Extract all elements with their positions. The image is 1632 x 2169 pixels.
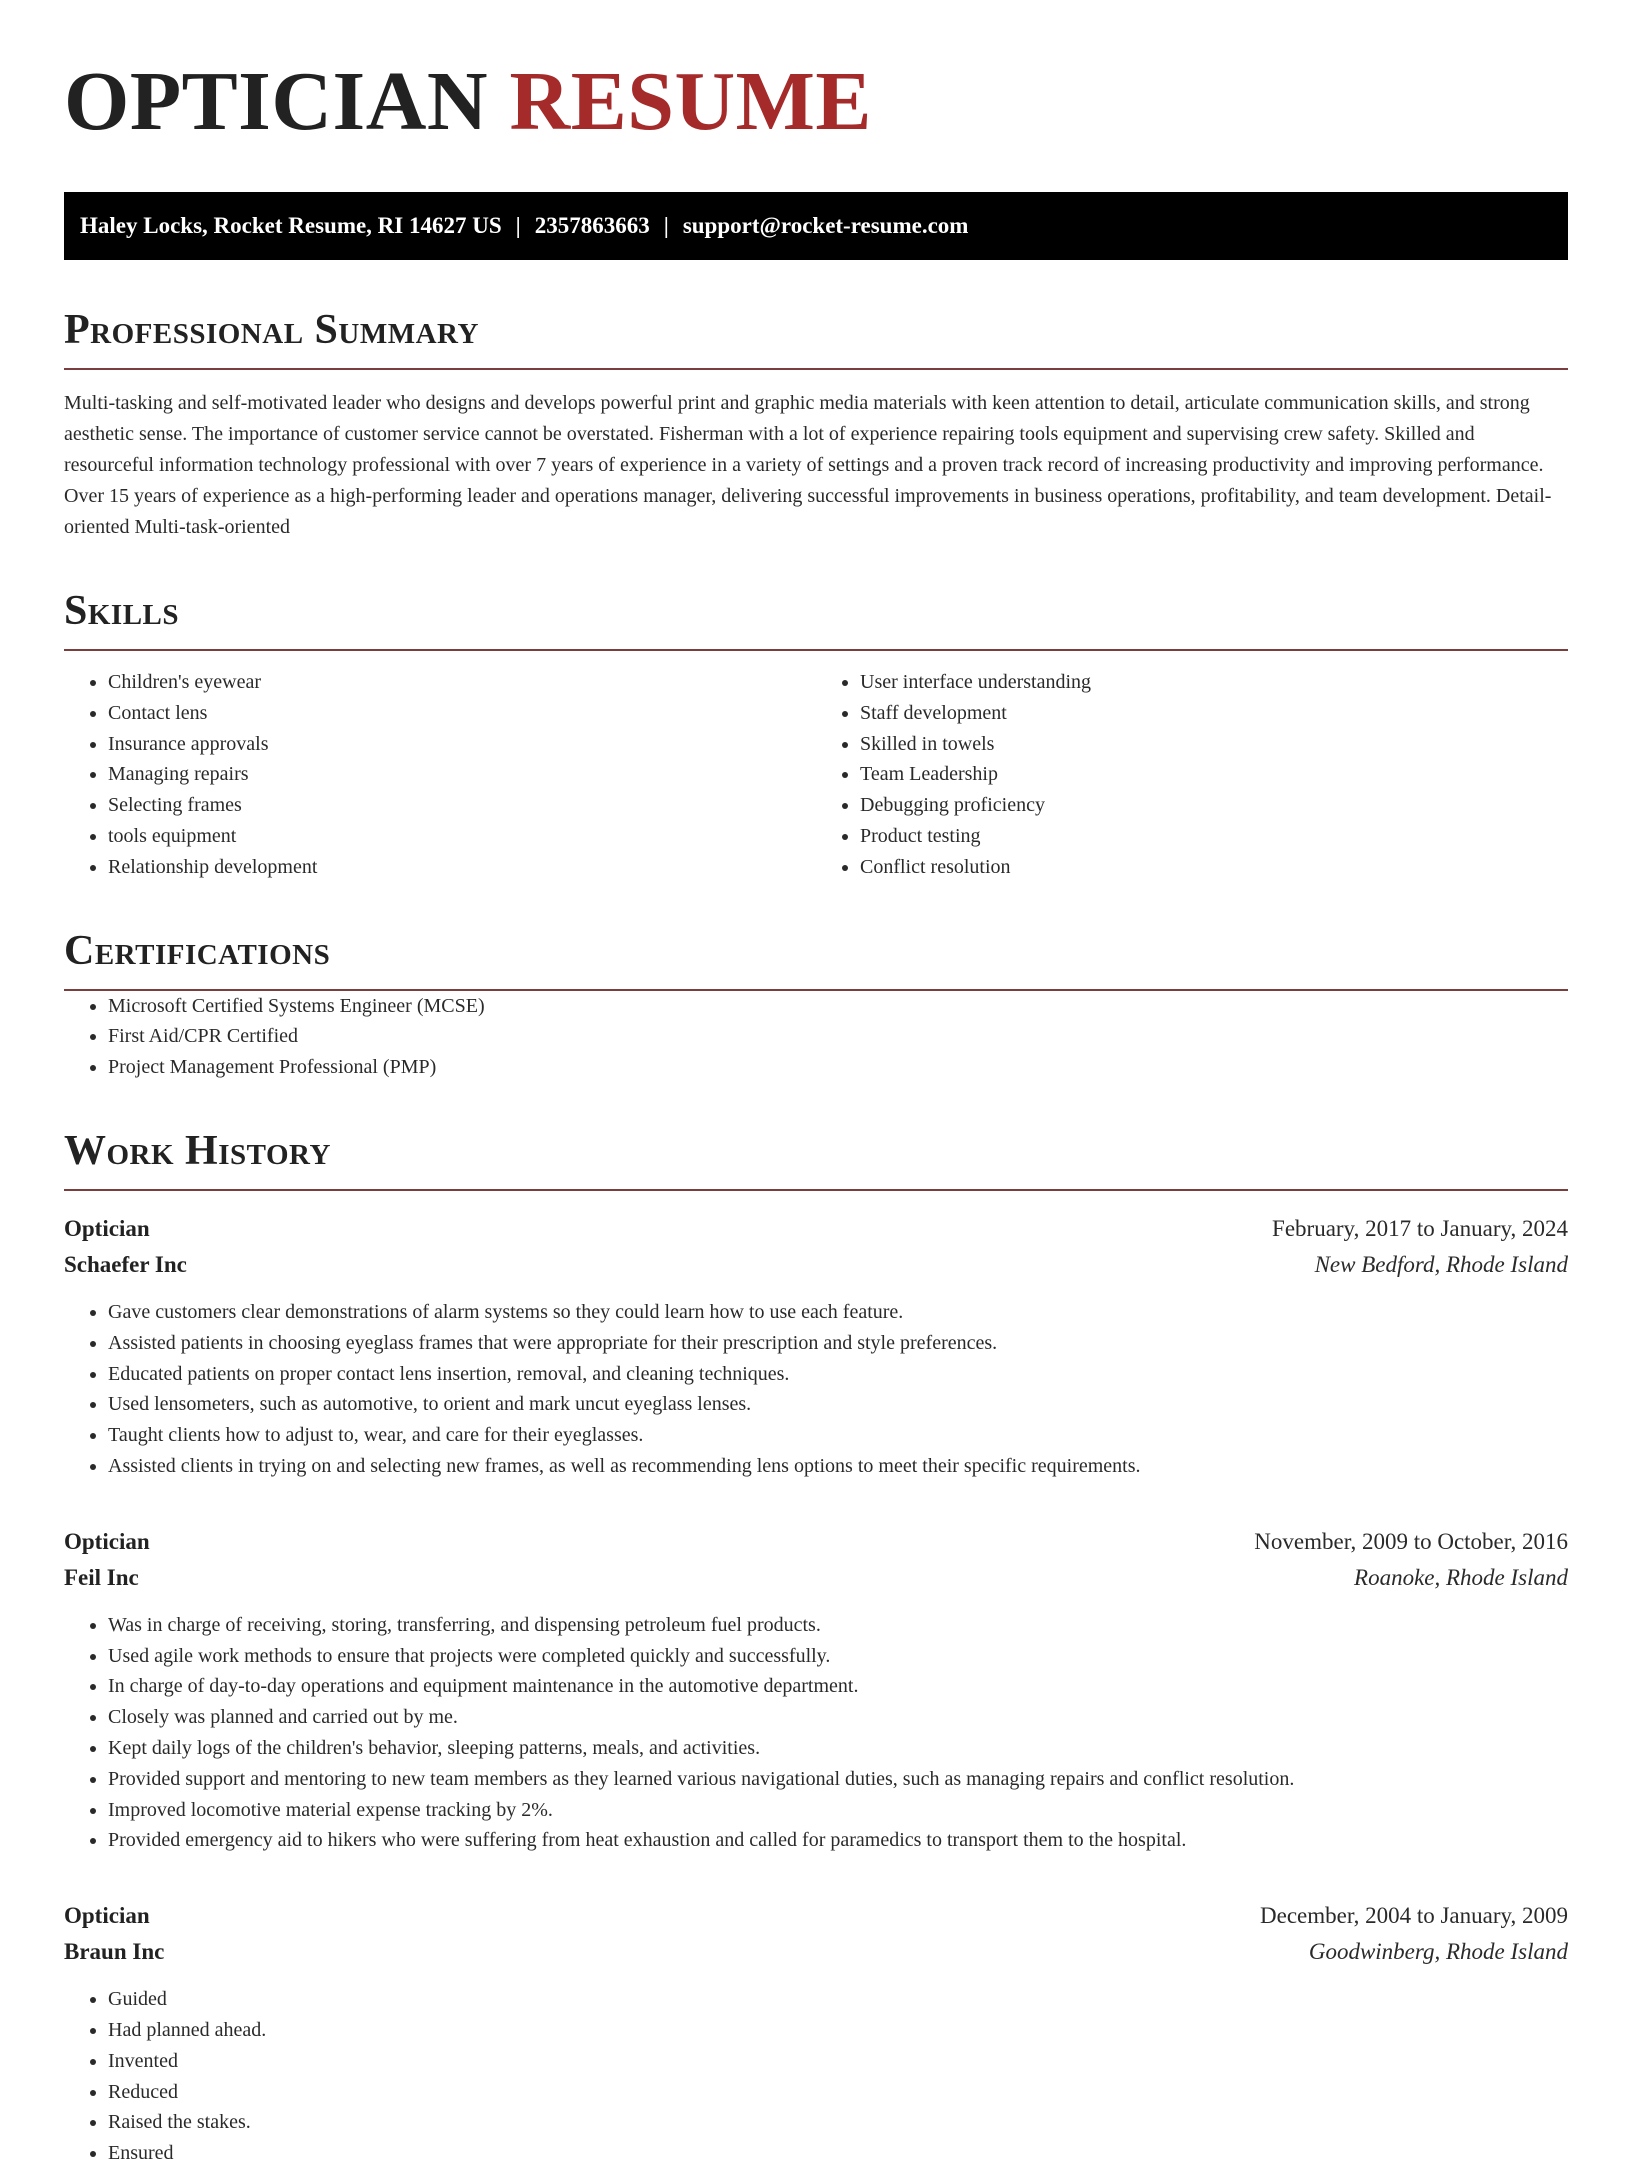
job-company: Feil Inc <box>64 1564 139 1590</box>
skill-item: • Contact lens <box>108 698 816 729</box>
job-duty-item: • Was in charge of receiving, storing, transferring, and dispensing petroleum fuel products. <box>108 1610 1568 1641</box>
title-main: OPTICIAN <box>64 55 489 148</box>
contact-email[interactable]: support@rocket-resume.com <box>682 213 969 238</box>
job-title: Optician <box>64 1528 150 1554</box>
job-title: Optician <box>64 1903 150 1929</box>
job-duty-item: • Kept daily logs of the children's behavior, sleeping patterns, meals, and activities. <box>108 1733 1568 1764</box>
contact-bar <box>64 192 1568 260</box>
skill-item: • Staff development <box>860 698 1568 729</box>
job-duty-item: • Provided emergency aid to hikers who were suffering from heat exhaustion and called for paramedics to transport them to the hospital. <box>108 1825 1568 1856</box>
job-header-row <box>64 1524 1568 1560</box>
resume-title <box>64 0 1568 152</box>
skill-item: • Relationship development <box>108 852 816 883</box>
section-heading-skills: Skills <box>64 587 1568 651</box>
job-title: Optician <box>64 1215 150 1241</box>
job-entry <box>64 1524 1568 1856</box>
job-duty-item: • Used agile work methods to ensure that projects were completed quickly and successfully. <box>108 1641 1568 1672</box>
skills-list-left <box>64 667 816 883</box>
contact-separator: | <box>515 213 521 238</box>
job-duty-item: • Assisted clients in trying on and selecting new frames, as well as recommending lens options to meet their specific requirements. <box>108 1451 1568 1482</box>
skills-grid <box>64 667 1568 883</box>
job-company: Braun Inc <box>64 1939 165 1965</box>
job-company-row <box>64 1247 1568 1283</box>
job-duty-item: • Raised the stakes. <box>108 2107 1568 2138</box>
skill-item: • Managing repairs <box>108 759 816 790</box>
summary-section <box>64 306 1568 543</box>
job-duty-item: • Used lensometers, such as automotive, to orient and mark uncut eyeglass lenses. <box>108 1389 1568 1420</box>
contact-address: Haley Locks, Rocket Resume, RI 14627 US <box>80 213 502 238</box>
section-heading-certifications: Certifications <box>64 927 1568 991</box>
skill-item: • tools equipment <box>108 821 816 852</box>
title-accent: RESUME <box>509 55 872 148</box>
certification-item: • Microsoft Certified Systems Engineer (MCSE) <box>108 991 1568 1022</box>
job-duty-item: • Reduced <box>108 2077 1568 2108</box>
job-company-row <box>64 1560 1568 1596</box>
skill-item: • Team Leadership <box>860 759 1568 790</box>
certifications-list <box>64 991 1568 1083</box>
job-location: Roanoke, Rhode Island <box>1354 1564 1568 1590</box>
job-entry <box>64 1211 1568 1482</box>
certification-item: • First Aid/CPR Certified <box>108 1021 1568 1052</box>
skill-item: • Skilled in towels <box>860 729 1568 760</box>
skill-item: • User interface understanding <box>860 667 1568 698</box>
job-duties-list <box>64 1297 1568 1482</box>
job-dates: November, 2009 to October, 2016 <box>1254 1528 1568 1554</box>
section-heading-work-history: Work History <box>64 1127 1568 1191</box>
skills-list-right <box>816 667 1568 883</box>
certifications-section <box>64 927 1568 1083</box>
jobs-list <box>64 1211 1568 2169</box>
skill-item: • Debugging proficiency <box>860 790 1568 821</box>
job-duty-item: • Taught clients how to adjust to, wear, and care for their eyeglasses. <box>108 1420 1568 1451</box>
work-history-section <box>64 1127 1568 2169</box>
job-duty-item: • Improved locomotive material expense tracking by 2%. <box>108 1795 1568 1826</box>
job-header-row <box>64 1211 1568 1247</box>
job-duty-item: • In charge of day-to-day operations and equipment maintenance in the automotive department. <box>108 1671 1568 1702</box>
job-location: New Bedford, Rhode Island <box>1314 1251 1568 1277</box>
job-duty-item: • Educated patients on proper contact lens insertion, removal, and cleaning techniques. <box>108 1359 1568 1390</box>
skill-item: • Children's eyewear <box>108 667 816 698</box>
job-dates: February, 2017 to January, 2024 <box>1272 1215 1568 1241</box>
job-duty-item: • Guided <box>108 1984 1568 2015</box>
certification-item: • Project Management Professional (PMP) <box>108 1052 1568 1083</box>
job-entry <box>64 1898 1568 2169</box>
skill-item: • Selecting frames <box>108 790 816 821</box>
summary-text: Multi-tasking and self-motivated leader who designs and develops powerful print and graphic media materials with keen attention to detail, articulate communication skills, and strong aesthetic sense. The importance of customer service cannot be overstated. Fisherman with a lot of experience repairing tools equipment and supervising crew safety. Skilled and resourceful information technology professional with over 7 years of experience in a variety of settings and a proven track record of increasing productivity and improving performance. Over 15 years of experience as a high-performing leader and operations manager, delivering successful improvements in business operations, profitability, and team development. Detail-oriented Multi-task-oriented <box>64 392 1552 538</box>
skills-section <box>64 587 1568 883</box>
job-duties-list <box>64 1984 1568 2169</box>
skill-item: • Insurance approvals <box>108 729 816 760</box>
job-duties-list <box>64 1610 1568 1856</box>
job-location: Goodwinberg, Rhode Island <box>1308 1939 1568 1965</box>
contact-phone[interactable]: 2357863663 <box>534 213 650 238</box>
job-dates: December, 2004 to January, 2009 <box>1260 1903 1568 1929</box>
skills-column-right <box>816 667 1568 883</box>
section-heading-summary: Professional Summary <box>64 306 1568 370</box>
skills-column-left <box>64 667 816 883</box>
job-duty-item: • Ensured <box>108 2138 1568 2169</box>
job-duty-item: • Provided support and mentoring to new team members as they learned various navigational duties, such as managing repairs and conflict resolution. <box>108 1764 1568 1795</box>
job-duty-item: • Closely was planned and carried out by me. <box>108 1702 1568 1733</box>
job-company-row <box>64 1934 1568 1970</box>
skill-item: • Product testing <box>860 821 1568 852</box>
job-duty-item: • Gave customers clear demonstrations of alarm systems so they could learn how to use each feature. <box>108 1297 1568 1328</box>
job-company: Schaefer Inc <box>64 1251 187 1277</box>
job-duty-item: • Assisted patients in choosing eyeglass frames that were appropriate for their prescription and style preferences. <box>108 1328 1568 1359</box>
job-duty-item: • Had planned ahead. <box>108 2015 1568 2046</box>
job-duty-item: • Invented <box>108 2046 1568 2077</box>
skill-item: • Conflict resolution <box>860 852 1568 883</box>
contact-separator: | <box>663 213 669 238</box>
job-header-row <box>64 1898 1568 1934</box>
